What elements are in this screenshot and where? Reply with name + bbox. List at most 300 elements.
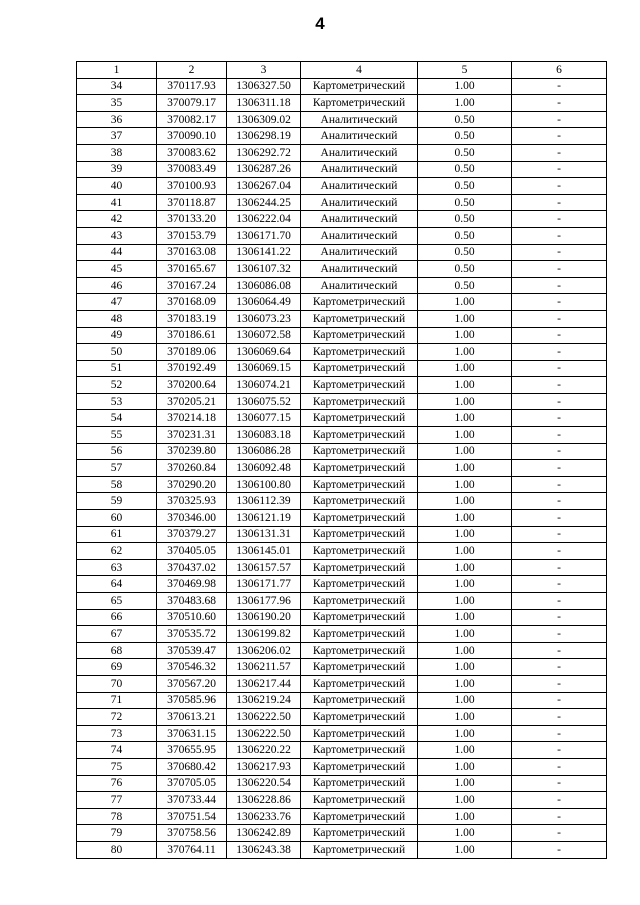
accuracy-cell: 1.00 — [418, 543, 512, 560]
table-row — [77, 559, 607, 576]
table-row — [77, 443, 607, 460]
method-cell: Аналитический — [301, 128, 418, 145]
x-coordinate-cell: 370705.05 — [157, 775, 227, 792]
y-coordinate-cell: 1306064.49 — [227, 294, 301, 311]
point-number-cell: 35 — [77, 95, 157, 112]
description-cell: - — [512, 244, 607, 261]
point-number-cell: 66 — [77, 609, 157, 626]
description-cell: - — [512, 344, 607, 361]
description-cell: - — [512, 659, 607, 676]
y-coordinate-cell: 1306267.04 — [227, 178, 301, 195]
description-cell: - — [512, 95, 607, 112]
y-coordinate-cell: 1306311.18 — [227, 95, 301, 112]
accuracy-cell: 1.00 — [418, 78, 512, 95]
table-row — [77, 758, 607, 775]
y-coordinate-cell: 1306220.22 — [227, 742, 301, 759]
accuracy-cell: 1.00 — [418, 95, 512, 112]
point-number-cell: 69 — [77, 659, 157, 676]
accuracy-cell: 0.50 — [418, 261, 512, 278]
x-coordinate-cell: 370079.17 — [157, 95, 227, 112]
method-cell: Картометрический — [301, 642, 418, 659]
table-row — [77, 709, 607, 726]
table-row — [77, 692, 607, 709]
x-coordinate-cell: 370613.21 — [157, 709, 227, 726]
description-cell: - — [512, 493, 607, 510]
table-row — [77, 327, 607, 344]
y-coordinate-cell: 1306309.02 — [227, 111, 301, 128]
table-body — [77, 62, 607, 859]
method-cell: Картометрический — [301, 510, 418, 527]
table-row — [77, 792, 607, 809]
point-number-cell: 37 — [77, 128, 157, 145]
method-cell: Картометрический — [301, 758, 418, 775]
x-coordinate-cell: 370083.49 — [157, 161, 227, 178]
x-coordinate-cell: 370183.19 — [157, 310, 227, 327]
x-coordinate-cell: 370192.49 — [157, 360, 227, 377]
accuracy-cell: 1.00 — [418, 609, 512, 626]
point-number-cell: 52 — [77, 377, 157, 394]
description-cell: - — [512, 709, 607, 726]
x-coordinate-cell: 370133.20 — [157, 211, 227, 228]
description-cell: - — [512, 559, 607, 576]
description-cell: - — [512, 460, 607, 477]
x-coordinate-cell: 370168.09 — [157, 294, 227, 311]
y-coordinate-cell: 1306069.64 — [227, 344, 301, 361]
y-coordinate-cell: 1306131.31 — [227, 526, 301, 543]
description-cell: - — [512, 808, 607, 825]
method-cell: Картометрический — [301, 675, 418, 692]
table-row — [77, 427, 607, 444]
y-coordinate-cell: 1306244.25 — [227, 194, 301, 211]
x-coordinate-cell: 370186.61 — [157, 327, 227, 344]
point-number-cell: 45 — [77, 261, 157, 278]
method-cell: Картометрический — [301, 460, 418, 477]
x-coordinate-cell: 370437.02 — [157, 559, 227, 576]
description-cell: - — [512, 609, 607, 626]
point-number-cell: 34 — [77, 78, 157, 95]
x-coordinate-cell: 370539.47 — [157, 642, 227, 659]
point-number-cell: 62 — [77, 543, 157, 560]
y-coordinate-cell: 1306222.50 — [227, 709, 301, 726]
description-cell: - — [512, 410, 607, 427]
accuracy-cell: 1.00 — [418, 526, 512, 543]
y-coordinate-cell: 1306177.96 — [227, 593, 301, 610]
point-number-cell: 76 — [77, 775, 157, 792]
table-row — [77, 742, 607, 759]
description-cell: - — [512, 393, 607, 410]
table-row — [77, 161, 607, 178]
method-cell: Картометрический — [301, 310, 418, 327]
x-coordinate-cell: 370379.27 — [157, 526, 227, 543]
accuracy-cell: 1.00 — [418, 758, 512, 775]
description-cell: - — [512, 310, 607, 327]
x-coordinate-cell: 370546.32 — [157, 659, 227, 676]
point-number-cell: 80 — [77, 841, 157, 858]
x-coordinate-cell: 370325.93 — [157, 493, 227, 510]
description-cell: - — [512, 792, 607, 809]
point-number-cell: 71 — [77, 692, 157, 709]
y-coordinate-cell: 1306086.28 — [227, 443, 301, 460]
point-number-cell: 51 — [77, 360, 157, 377]
accuracy-cell: 1.00 — [418, 310, 512, 327]
description-cell: - — [512, 128, 607, 145]
x-coordinate-cell: 370405.05 — [157, 543, 227, 560]
description-cell: - — [512, 427, 607, 444]
x-coordinate-cell: 370239.80 — [157, 443, 227, 460]
accuracy-cell: 0.50 — [418, 227, 512, 244]
method-cell: Аналитический — [301, 277, 418, 294]
accuracy-cell: 1.00 — [418, 327, 512, 344]
y-coordinate-cell: 1306217.93 — [227, 758, 301, 775]
table-row — [77, 111, 607, 128]
header-cell: 4 — [301, 62, 418, 79]
description-cell: - — [512, 443, 607, 460]
method-cell: Картометрический — [301, 427, 418, 444]
description-cell: - — [512, 360, 607, 377]
accuracy-cell: 1.00 — [418, 659, 512, 676]
y-coordinate-cell: 1306086.08 — [227, 277, 301, 294]
accuracy-cell: 0.50 — [418, 178, 512, 195]
y-coordinate-cell: 1306292.72 — [227, 144, 301, 161]
y-coordinate-cell: 1306171.77 — [227, 576, 301, 593]
table-row — [77, 659, 607, 676]
method-cell: Аналитический — [301, 211, 418, 228]
method-cell: Картометрический — [301, 626, 418, 643]
method-cell: Картометрический — [301, 559, 418, 576]
point-number-cell: 73 — [77, 725, 157, 742]
accuracy-cell: 0.50 — [418, 161, 512, 178]
point-number-cell: 63 — [77, 559, 157, 576]
y-coordinate-cell: 1306077.15 — [227, 410, 301, 427]
point-number-cell: 50 — [77, 344, 157, 361]
table-row — [77, 194, 607, 211]
method-cell: Картометрический — [301, 493, 418, 510]
x-coordinate-cell: 370200.64 — [157, 377, 227, 394]
accuracy-cell: 1.00 — [418, 808, 512, 825]
method-cell: Аналитический — [301, 261, 418, 278]
method-cell: Картометрический — [301, 476, 418, 493]
table-row — [77, 626, 607, 643]
table-row — [77, 344, 607, 361]
y-coordinate-cell: 1306228.86 — [227, 792, 301, 809]
point-number-cell: 54 — [77, 410, 157, 427]
accuracy-cell: 1.00 — [418, 593, 512, 610]
point-number-cell: 70 — [77, 675, 157, 692]
accuracy-cell: 1.00 — [418, 709, 512, 726]
x-coordinate-cell: 370483.68 — [157, 593, 227, 610]
description-cell: - — [512, 626, 607, 643]
accuracy-cell: 1.00 — [418, 775, 512, 792]
table-row — [77, 410, 607, 427]
point-number-cell: 75 — [77, 758, 157, 775]
x-coordinate-cell: 370167.24 — [157, 277, 227, 294]
method-cell: Аналитический — [301, 144, 418, 161]
table-row — [77, 377, 607, 394]
point-number-cell: 61 — [77, 526, 157, 543]
x-coordinate-cell: 370118.87 — [157, 194, 227, 211]
point-number-cell: 78 — [77, 808, 157, 825]
table-row — [77, 360, 607, 377]
accuracy-cell: 0.50 — [418, 144, 512, 161]
description-cell: - — [512, 692, 607, 709]
point-number-cell: 60 — [77, 510, 157, 527]
point-number-cell: 43 — [77, 227, 157, 244]
point-number-cell: 48 — [77, 310, 157, 327]
coordinates-table — [76, 61, 607, 859]
y-coordinate-cell: 1306171.70 — [227, 227, 301, 244]
y-coordinate-cell: 1306222.50 — [227, 725, 301, 742]
point-number-cell: 46 — [77, 277, 157, 294]
method-cell: Картометрический — [301, 725, 418, 742]
point-number-cell: 55 — [77, 427, 157, 444]
description-cell: - — [512, 377, 607, 394]
description-cell: - — [512, 841, 607, 858]
description-cell: - — [512, 642, 607, 659]
point-number-cell: 58 — [77, 476, 157, 493]
table-row — [77, 642, 607, 659]
table-row — [77, 476, 607, 493]
x-coordinate-cell: 370165.67 — [157, 261, 227, 278]
point-number-cell: 44 — [77, 244, 157, 261]
description-cell: - — [512, 476, 607, 493]
table-row — [77, 310, 607, 327]
point-number-cell: 39 — [77, 161, 157, 178]
x-coordinate-cell: 370733.44 — [157, 792, 227, 809]
method-cell: Картометрический — [301, 294, 418, 311]
method-cell: Картометрический — [301, 775, 418, 792]
x-coordinate-cell: 370083.62 — [157, 144, 227, 161]
x-coordinate-cell: 370585.96 — [157, 692, 227, 709]
point-number-cell: 38 — [77, 144, 157, 161]
accuracy-cell: 0.50 — [418, 194, 512, 211]
method-cell: Картометрический — [301, 344, 418, 361]
x-coordinate-cell: 370214.18 — [157, 410, 227, 427]
y-coordinate-cell: 1306199.82 — [227, 626, 301, 643]
point-number-cell: 77 — [77, 792, 157, 809]
description-cell: - — [512, 758, 607, 775]
table-row — [77, 543, 607, 560]
y-coordinate-cell: 1306145.01 — [227, 543, 301, 560]
y-coordinate-cell: 1306287.26 — [227, 161, 301, 178]
description-cell: - — [512, 675, 607, 692]
accuracy-cell: 1.00 — [418, 559, 512, 576]
point-number-cell: 36 — [77, 111, 157, 128]
y-coordinate-cell: 1306222.04 — [227, 211, 301, 228]
method-cell: Картометрический — [301, 526, 418, 543]
point-number-cell: 42 — [77, 211, 157, 228]
header-cell: 3 — [227, 62, 301, 79]
method-cell: Картометрический — [301, 393, 418, 410]
y-coordinate-cell: 1306107.32 — [227, 261, 301, 278]
description-cell: - — [512, 111, 607, 128]
x-coordinate-cell: 370205.21 — [157, 393, 227, 410]
description-cell: - — [512, 576, 607, 593]
x-coordinate-cell: 370189.06 — [157, 344, 227, 361]
method-cell: Картометрический — [301, 360, 418, 377]
x-coordinate-cell: 370510.60 — [157, 609, 227, 626]
accuracy-cell: 1.00 — [418, 393, 512, 410]
method-cell: Аналитический — [301, 194, 418, 211]
x-coordinate-cell: 370290.20 — [157, 476, 227, 493]
method-cell: Аналитический — [301, 161, 418, 178]
accuracy-cell: 1.00 — [418, 642, 512, 659]
x-coordinate-cell: 370758.56 — [157, 825, 227, 842]
description-cell: - — [512, 144, 607, 161]
table-row — [77, 675, 607, 692]
point-number-cell: 68 — [77, 642, 157, 659]
x-coordinate-cell: 370163.08 — [157, 244, 227, 261]
table-row — [77, 261, 607, 278]
accuracy-cell: 1.00 — [418, 294, 512, 311]
table-row — [77, 593, 607, 610]
description-cell: - — [512, 510, 607, 527]
y-coordinate-cell: 1306072.58 — [227, 327, 301, 344]
accuracy-cell: 1.00 — [418, 493, 512, 510]
y-coordinate-cell: 1306141.22 — [227, 244, 301, 261]
method-cell: Картометрический — [301, 825, 418, 842]
accuracy-cell: 0.50 — [418, 277, 512, 294]
y-coordinate-cell: 1306075.52 — [227, 393, 301, 410]
accuracy-cell: 1.00 — [418, 410, 512, 427]
accuracy-cell: 1.00 — [418, 725, 512, 742]
table-row — [77, 294, 607, 311]
description-cell: - — [512, 194, 607, 211]
header-cell: 2 — [157, 62, 227, 79]
point-number-cell: 57 — [77, 460, 157, 477]
accuracy-cell: 1.00 — [418, 460, 512, 477]
method-cell: Картометрический — [301, 543, 418, 560]
y-coordinate-cell: 1306206.02 — [227, 642, 301, 659]
y-coordinate-cell: 1306217.44 — [227, 675, 301, 692]
y-coordinate-cell: 1306121.19 — [227, 510, 301, 527]
method-cell: Аналитический — [301, 111, 418, 128]
method-cell: Картометрический — [301, 443, 418, 460]
table-row — [77, 808, 607, 825]
x-coordinate-cell: 370680.42 — [157, 758, 227, 775]
method-cell: Картометрический — [301, 742, 418, 759]
header-cell: 1 — [77, 62, 157, 79]
x-coordinate-cell: 370346.00 — [157, 510, 227, 527]
x-coordinate-cell: 370090.10 — [157, 128, 227, 145]
table-row — [77, 178, 607, 195]
table-row — [77, 725, 607, 742]
x-coordinate-cell: 370751.54 — [157, 808, 227, 825]
method-cell: Картометрический — [301, 808, 418, 825]
accuracy-cell: 0.50 — [418, 211, 512, 228]
accuracy-cell: 1.00 — [418, 377, 512, 394]
method-cell: Картометрический — [301, 692, 418, 709]
accuracy-cell: 0.50 — [418, 111, 512, 128]
y-coordinate-cell: 1306190.20 — [227, 609, 301, 626]
table-row — [77, 825, 607, 842]
x-coordinate-cell: 370469.98 — [157, 576, 227, 593]
table-row — [77, 609, 607, 626]
y-coordinate-cell: 1306074.21 — [227, 377, 301, 394]
description-cell: - — [512, 294, 607, 311]
point-number-cell: 40 — [77, 178, 157, 195]
y-coordinate-cell: 1306327.50 — [227, 78, 301, 95]
x-coordinate-cell: 370764.11 — [157, 841, 227, 858]
accuracy-cell: 1.00 — [418, 841, 512, 858]
table-row — [77, 510, 607, 527]
method-cell: Картометрический — [301, 78, 418, 95]
description-cell: - — [512, 825, 607, 842]
header-row — [77, 62, 607, 79]
description-cell: - — [512, 161, 607, 178]
point-number-cell: 65 — [77, 593, 157, 610]
description-cell: - — [512, 261, 607, 278]
table-row — [77, 244, 607, 261]
method-cell: Картометрический — [301, 576, 418, 593]
accuracy-cell: 1.00 — [418, 742, 512, 759]
accuracy-cell: 0.50 — [418, 128, 512, 145]
description-cell: - — [512, 277, 607, 294]
point-number-cell: 53 — [77, 393, 157, 410]
method-cell: Аналитический — [301, 227, 418, 244]
x-coordinate-cell: 370567.20 — [157, 675, 227, 692]
accuracy-cell: 1.00 — [418, 675, 512, 692]
y-coordinate-cell: 1306298.19 — [227, 128, 301, 145]
y-coordinate-cell: 1306211.57 — [227, 659, 301, 676]
method-cell: Аналитический — [301, 244, 418, 261]
table-row — [77, 576, 607, 593]
description-cell: - — [512, 78, 607, 95]
description-cell: - — [512, 211, 607, 228]
accuracy-cell: 1.00 — [418, 825, 512, 842]
accuracy-cell: 1.00 — [418, 626, 512, 643]
table-row — [77, 227, 607, 244]
x-coordinate-cell: 370082.17 — [157, 111, 227, 128]
method-cell: Картометрический — [301, 327, 418, 344]
x-coordinate-cell: 370100.93 — [157, 178, 227, 195]
y-coordinate-cell: 1306233.76 — [227, 808, 301, 825]
point-number-cell: 41 — [77, 194, 157, 211]
method-cell: Картометрический — [301, 792, 418, 809]
accuracy-cell: 1.00 — [418, 427, 512, 444]
description-cell: - — [512, 775, 607, 792]
table-row — [77, 775, 607, 792]
point-number-cell: 67 — [77, 626, 157, 643]
method-cell: Картометрический — [301, 95, 418, 112]
page-number: 4 — [315, 14, 325, 33]
x-coordinate-cell: 370631.15 — [157, 725, 227, 742]
accuracy-cell: 0.50 — [418, 244, 512, 261]
header-cell: 5 — [418, 62, 512, 79]
table-row — [77, 128, 607, 145]
accuracy-cell: 1.00 — [418, 792, 512, 809]
y-coordinate-cell: 1306157.57 — [227, 559, 301, 576]
description-cell: - — [512, 178, 607, 195]
method-cell: Аналитический — [301, 178, 418, 195]
x-coordinate-cell: 370260.84 — [157, 460, 227, 477]
method-cell: Картометрический — [301, 377, 418, 394]
method-cell: Картометрический — [301, 709, 418, 726]
table-row — [77, 78, 607, 95]
x-coordinate-cell: 370231.31 — [157, 427, 227, 444]
table-row — [77, 493, 607, 510]
table-row — [77, 95, 607, 112]
y-coordinate-cell: 1306092.48 — [227, 460, 301, 477]
table-row — [77, 277, 607, 294]
point-number-cell: 49 — [77, 327, 157, 344]
description-cell: - — [512, 526, 607, 543]
accuracy-cell: 1.00 — [418, 344, 512, 361]
method-cell: Картометрический — [301, 593, 418, 610]
x-coordinate-cell: 370655.95 — [157, 742, 227, 759]
description-cell: - — [512, 227, 607, 244]
header-cell: 6 — [512, 62, 607, 79]
point-number-cell: 59 — [77, 493, 157, 510]
